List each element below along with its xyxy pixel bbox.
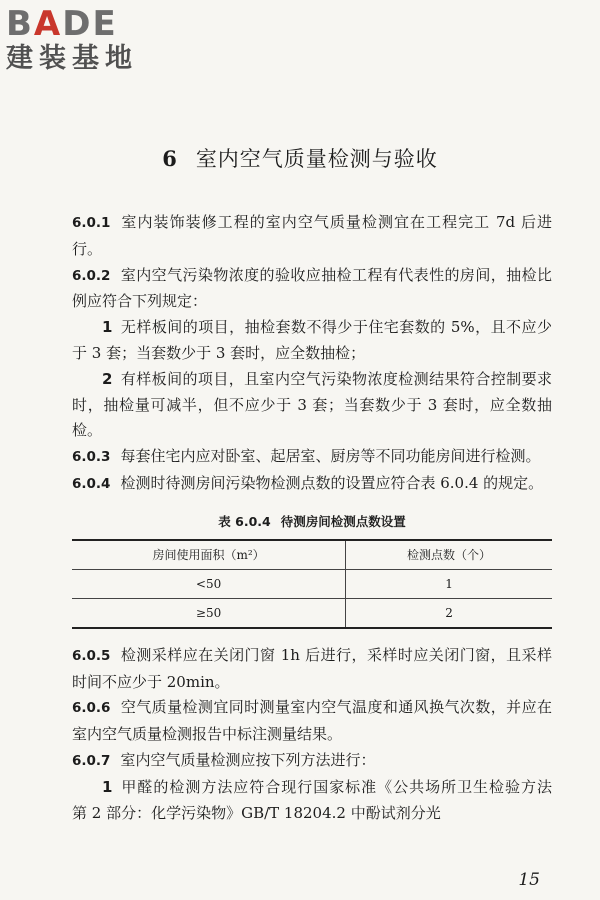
chapter-heading bbox=[0, 143, 600, 173]
table-title: 待测房间检测点数设置 bbox=[280, 513, 406, 529]
clause-text: 室内空气质量检测应按下列方法进行： bbox=[120, 750, 376, 769]
clause-text: 室内空气污染物浓度的验收应抽检工程有代表性的房间，抽检比例应符合下列规定： bbox=[72, 265, 552, 311]
table-caption bbox=[72, 512, 552, 530]
logo-wordmark: BADE bbox=[6, 4, 118, 44]
clause-6-0-7-item-1 bbox=[72, 775, 568, 827]
item-number: 2 bbox=[102, 369, 113, 388]
clause-text: 检测时待测房间污染物检测点数的设置应符合表 6.0.4 的规定。 bbox=[120, 473, 544, 492]
clause-6-0-2 bbox=[72, 263, 552, 316]
logo-subtitle: 建装基地 bbox=[6, 43, 138, 74]
table-cell: ≥50 bbox=[72, 598, 346, 628]
table-cell: 2 bbox=[346, 598, 552, 628]
item-number: 1 bbox=[102, 777, 113, 796]
table-row bbox=[72, 569, 552, 598]
clause-6-0-5 bbox=[72, 643, 552, 696]
clause-number: 6.0.4 bbox=[72, 475, 111, 492]
chapter-number: 6 bbox=[162, 146, 178, 171]
clause-6-0-3 bbox=[72, 444, 552, 471]
item-text: 无样板间的项目，抽检套数不得少于住宅套数的 5%，且不应少于 3 套；当套数少于 3 套时，应全数抽检； bbox=[72, 318, 552, 362]
clause-text: 每套住宅内应对卧室、起居室、厨房等不同功能房间进行检测。 bbox=[120, 447, 541, 466]
clause-number: 6.0.5 bbox=[72, 647, 111, 664]
table-row bbox=[72, 598, 552, 628]
table-header-points: 检测点数（个） bbox=[346, 540, 552, 570]
clause-number: 6.0.6 bbox=[72, 700, 111, 717]
table-number: 表 6.0.4 bbox=[218, 513, 271, 529]
detection-points-table bbox=[72, 539, 552, 629]
document-body bbox=[72, 210, 568, 826]
clause-6-0-2-item-1 bbox=[72, 315, 552, 367]
clause-6-0-4 bbox=[72, 471, 552, 498]
table-cell: <50 bbox=[72, 569, 346, 598]
item-text: 有样板间的项目，且室内空气污染物浓度检测结果符合控制要求时，抽检量可减半，但不应少于 3 套；当套数少于 3 套时，应全数抽检。 bbox=[72, 369, 552, 440]
clause-6-0-6 bbox=[72, 695, 552, 748]
clause-6-0-1 bbox=[72, 210, 552, 263]
clause-text: 室内装饰装修工程的室内空气质量检测宜在工程完工 7d 后进行。 bbox=[72, 213, 552, 258]
table-cell: 1 bbox=[346, 569, 552, 598]
clause-number: 6.0.7 bbox=[72, 752, 111, 769]
clause-number: 6.0.3 bbox=[72, 449, 111, 466]
table-header-row bbox=[72, 540, 552, 570]
logo-accent-letter: A bbox=[33, 4, 63, 44]
clause-text: 空气质量检测宜同时测量室内空气温度和通风换气次数，并应在室内空气质量检测报告中标注测量结果。 bbox=[72, 698, 552, 744]
bade-logo bbox=[6, 4, 176, 76]
clause-number: 6.0.2 bbox=[72, 267, 111, 284]
item-number: 1 bbox=[102, 318, 113, 337]
clause-text: 检测采样应在关闭门窗 1h 后进行，采样时应关闭门窗，且采样时间不应少于 20min。 bbox=[72, 645, 552, 691]
clause-number: 6.0.1 bbox=[72, 215, 111, 231]
item-text: 甲醛的检测方法应符合现行国家标准《公共场所卫生检验方法 第 2 部分：化学污染物》GB/T 18204.2 中酚试剂分光 bbox=[72, 777, 568, 822]
table-header-area: 房间使用面积（m²） bbox=[72, 540, 346, 570]
page-number: 15 bbox=[518, 870, 540, 890]
clause-6-0-7 bbox=[72, 748, 552, 775]
chapter-title: 室内空气质量检测与验收 bbox=[195, 147, 438, 171]
clause-6-0-2-item-2 bbox=[72, 367, 552, 444]
